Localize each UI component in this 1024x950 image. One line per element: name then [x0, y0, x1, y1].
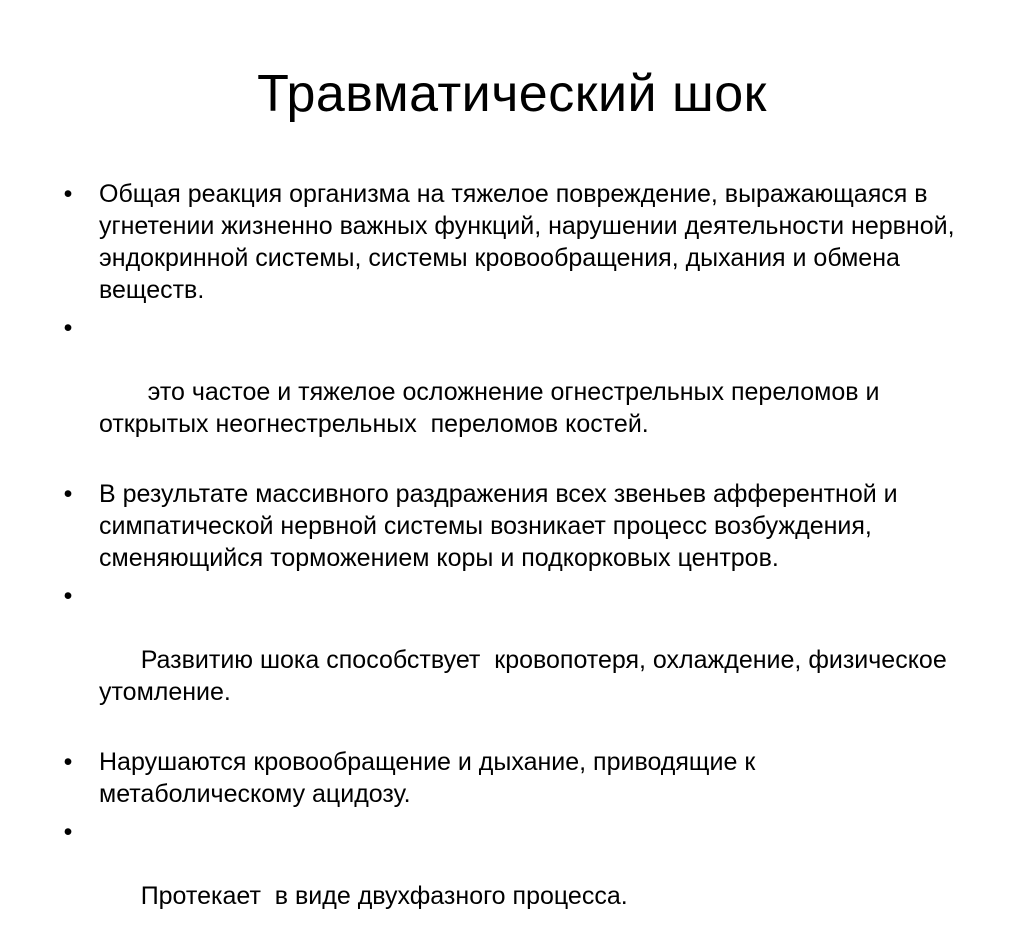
bullet-item-6: [58, 816, 968, 944]
bullet-text: Развитию шока способствует кровопотеря, охлаждение, физическое утомление.: [99, 646, 954, 706]
bullet-item-3: [58, 478, 968, 574]
bullet-icon: •: [63, 314, 73, 342]
bullet-list: [58, 178, 968, 950]
bullet-text: это частое и тяжелое осложнение огнестрельных переломов и открытых неогнестрельных переломов костей.: [99, 378, 887, 438]
bullet-icon: •: [63, 818, 73, 846]
bullet-text: В результате массивного раздражения всех звеньев афферентной и симпатической нервной системы возникает процесс возбуждения, сменяющийся торможением коры и подкорковых центров.: [99, 480, 898, 572]
bullet-item-4: [58, 580, 968, 740]
bullet-text: Протекает в виде двухфазного процесса.: [140, 882, 628, 910]
slide-title: Травматический шок: [257, 65, 767, 123]
bullet-text: Общая реакция организма на тяжелое повреждение, выражающаяся в угнетении жизненно важных функций, нарушении деятельности нервной, эндокринной системы, системы кровообращения, дыхания и обмена веществ.: [99, 180, 955, 304]
bullet-item-2: [58, 312, 968, 472]
bullet-icon: •: [63, 180, 73, 208]
bullet-item-5: [58, 746, 968, 810]
bullet-icon: •: [63, 582, 73, 610]
bullet-text: Нарушаются кровообращение и дыхание, приводящие к метаболическому ацидозу.: [99, 748, 756, 808]
bullet-item-1: [58, 178, 968, 306]
bullet-icon: •: [63, 748, 73, 776]
bullet-icon: •: [63, 480, 73, 508]
